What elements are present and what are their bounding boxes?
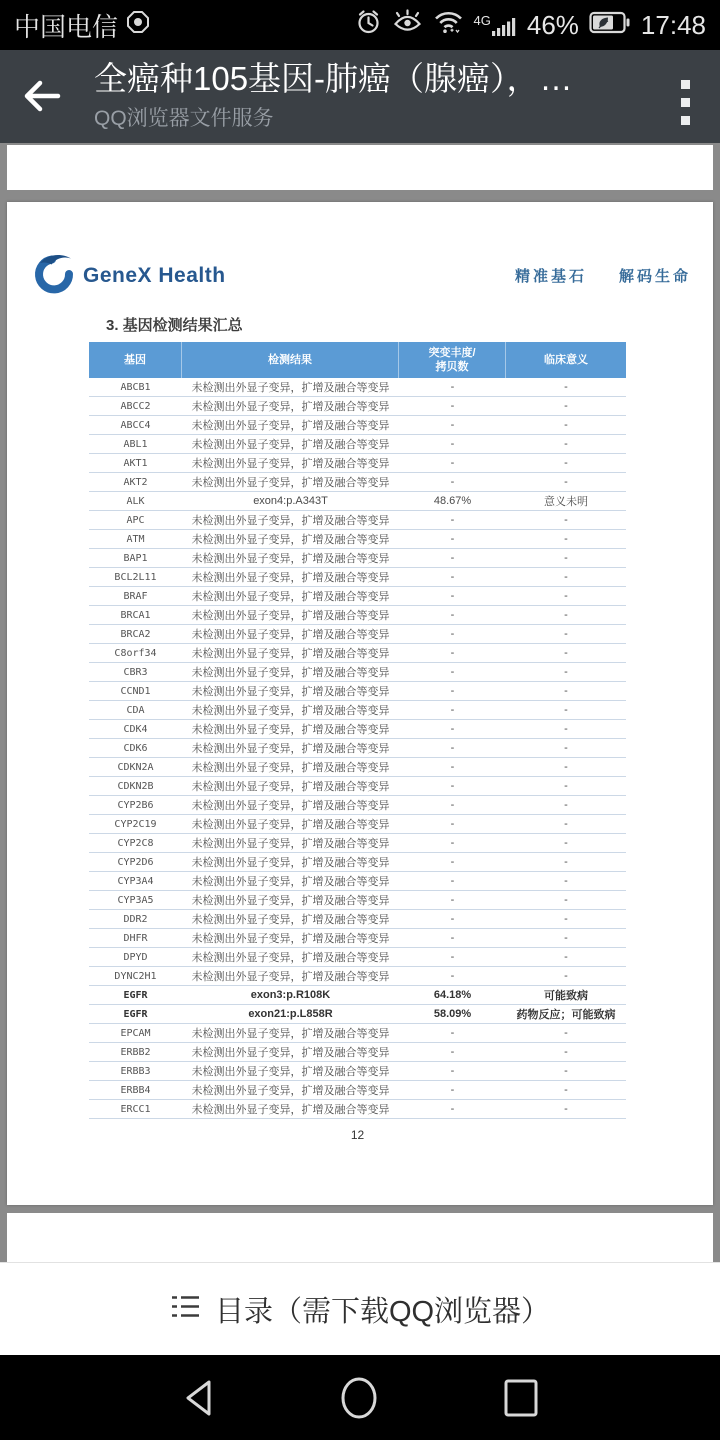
cell-gene: BRAF [123, 590, 148, 602]
cell-abundance: - [450, 647, 455, 659]
eye-comfort-icon [392, 8, 423, 42]
cell-significance: - [564, 1027, 568, 1039]
cell-gene: CYP3A4 [117, 875, 154, 887]
cell-gene: C8orf34 [114, 647, 157, 659]
cell-result: 未检测出外显子变异，扩增及融合等变异 [191, 439, 390, 451]
document-scroll-area[interactable] [0, 143, 720, 1262]
table-row [89, 1100, 626, 1119]
cell-gene: CYP2D6 [117, 856, 154, 868]
battery-percent: 46% [526, 9, 579, 40]
cell-gene: ABCB1 [120, 381, 151, 393]
cell-significance: - [564, 761, 568, 773]
table-row [89, 853, 626, 872]
table-row [89, 682, 626, 701]
cell-result: 未检测出外显子变异，扩增及融合等变异 [191, 1104, 390, 1116]
cell-result: 未检测出外显子变异，扩增及融合等变异 [191, 648, 390, 660]
cell-result: 未检测出外显子变异，扩增及融合等变异 [191, 724, 390, 736]
cell-result: 未检测出外显子变异，扩增及融合等变异 [191, 534, 390, 546]
cell-result: 未检测出外显子变异，扩增及融合等变异 [191, 458, 390, 470]
nav-recents-icon[interactable] [502, 1377, 540, 1419]
table-row [89, 720, 626, 739]
cell-significance: - [564, 552, 568, 564]
cell-result: 未检测出外显子变异，扩增及融合等变异 [191, 876, 390, 888]
cell-significance: - [564, 1084, 568, 1096]
cell-gene: ALK [126, 495, 145, 507]
wifi-icon [433, 8, 464, 42]
cell-significance: - [564, 704, 568, 716]
cell-abundance: - [450, 514, 455, 526]
cell-abundance: - [450, 970, 455, 982]
cell-significance: 意义未明 [544, 496, 588, 508]
cell-gene: ERBB4 [120, 1084, 151, 1096]
table-row [89, 549, 626, 568]
cell-abundance: - [450, 1046, 455, 1058]
cell-abundance: - [450, 894, 455, 906]
table-row [89, 1081, 626, 1100]
cell-abundance: - [450, 419, 455, 431]
overflow-menu-icon[interactable] [677, 76, 694, 129]
cell-abundance: - [450, 913, 455, 925]
cell-gene: CDK6 [123, 742, 148, 754]
cell-gene: APC [126, 514, 145, 526]
cell-significance: - [564, 894, 568, 906]
cell-significance: - [564, 590, 568, 602]
cell-gene: EGFR [123, 989, 148, 1001]
cell-result: exon4:p.A343T [253, 495, 328, 507]
cell-result: 未检测出外显子变异，扩增及融合等变异 [191, 477, 390, 489]
cell-abundance: 64.18% [433, 989, 472, 1001]
cell-result: 未检测出外显子变异，扩增及融合等变异 [191, 895, 390, 907]
cell-significance: - [564, 647, 568, 659]
table-row [89, 663, 626, 682]
cell-abundance: - [450, 438, 455, 450]
cell-abundance: 48.67% [433, 495, 472, 507]
cell-significance: - [564, 780, 568, 792]
battery-saver-icon [589, 10, 631, 41]
android-navigation-bar [0, 1355, 720, 1440]
alarm-icon [355, 8, 382, 42]
table-row [89, 929, 626, 948]
cell-significance: - [564, 799, 568, 811]
cell-significance: - [564, 837, 568, 849]
cell-gene: CDK4 [123, 723, 148, 735]
cell-significance: - [564, 913, 568, 925]
cell-gene: BRCA1 [120, 609, 151, 621]
header-abundance: 突变丰度/ 拷贝数 [399, 342, 506, 378]
cell-result: 未检测出外显子变异，扩增及融合等变异 [191, 591, 390, 603]
cell-significance: - [564, 514, 568, 526]
table-row [89, 530, 626, 549]
table-row [89, 834, 626, 853]
cell-gene: BAP1 [123, 552, 148, 564]
table-row [89, 606, 626, 625]
cell-abundance: - [450, 628, 455, 640]
cell-abundance: - [450, 837, 455, 849]
table-row [89, 777, 626, 796]
cell-result: 未检测出外显子变异，扩增及融合等变异 [191, 553, 390, 565]
cell-significance: - [564, 970, 568, 982]
cell-significance: - [564, 438, 568, 450]
table-row [89, 1005, 626, 1024]
cell-gene: CCND1 [120, 685, 151, 697]
cell-result: 未检测出外显子变异，扩增及融合等变异 [191, 382, 390, 394]
document-title: 全癌种105基因-肺癌（腺癌），… [94, 60, 573, 97]
table-row [89, 492, 626, 511]
cell-significance: - [564, 875, 568, 887]
cell-result: 未检测出外显子变异，扩增及融合等变异 [191, 838, 390, 850]
cell-gene: DHFR [123, 932, 148, 944]
cell-result: 未检测出外显子变异，扩增及融合等变异 [191, 572, 390, 584]
cell-abundance: - [450, 666, 455, 678]
cell-significance: - [564, 400, 568, 412]
table-row [89, 1062, 626, 1081]
cell-gene: EPCAM [120, 1027, 151, 1039]
cell-significance: - [564, 628, 568, 640]
table-row [89, 910, 626, 929]
cell-significance: - [564, 533, 568, 545]
cell-gene: AKT1 [123, 457, 148, 469]
carrier-label: 中国电信 [14, 11, 119, 42]
cell-result: 未检测出外显子变异，扩增及融合等变异 [191, 1047, 390, 1059]
page-number: 12 [350, 1128, 365, 1142]
table-row [89, 948, 626, 967]
brand-taglines [515, 265, 691, 286]
table-row [89, 473, 626, 492]
cell-gene: ERBB3 [120, 1065, 151, 1077]
cell-significance: - [564, 571, 568, 583]
cell-abundance: - [450, 1084, 455, 1096]
cell-result: 未检测出外显子变异，扩增及融合等变异 [191, 401, 390, 413]
cell-result: 未检测出外显子变异，扩增及融合等变异 [191, 952, 390, 964]
cell-abundance: - [450, 818, 455, 830]
cell-abundance: 58.09% [433, 1008, 472, 1020]
table-row [89, 758, 626, 777]
cell-significance: - [564, 419, 568, 431]
cell-gene: ABCC2 [120, 400, 151, 412]
cell-abundance: - [450, 533, 455, 545]
file-service-subtitle: QQ浏览器文件服务 [94, 107, 274, 130]
table-row [89, 568, 626, 587]
cell-abundance: - [450, 932, 455, 944]
status-bar [0, 0, 720, 50]
cell-abundance: - [450, 400, 455, 412]
cell-gene: ERCC1 [120, 1103, 151, 1115]
table-row [89, 644, 626, 663]
table-row [89, 872, 626, 891]
cell-significance: - [564, 723, 568, 735]
toc-toolbar[interactable] [0, 1262, 720, 1355]
cell-abundance: - [450, 780, 455, 792]
previous-page-bottom [7, 145, 713, 190]
cell-abundance: - [450, 761, 455, 773]
table-row [89, 701, 626, 720]
cell-result: 未检测出外显子变异，扩增及融合等变异 [191, 420, 390, 432]
cell-abundance: - [450, 799, 455, 811]
cell-result: 未检测出外显子变异，扩增及融合等变异 [191, 914, 390, 926]
table-row [89, 416, 626, 435]
gene-results-table [89, 342, 626, 1119]
cell-gene: CYP2C19 [114, 818, 157, 830]
cell-significance: - [564, 685, 568, 697]
cell-gene: CYP3A5 [117, 894, 154, 906]
table-header-row [89, 342, 626, 378]
cell-result: exon3:p.R108K [250, 989, 331, 1001]
table-row [89, 796, 626, 815]
cell-result: 未检测出外显子变异，扩增及融合等变异 [191, 610, 390, 622]
cell-result: 未检测出外显子变异，扩增及融合等变异 [191, 629, 390, 641]
cell-result: 未检测出外显子变异，扩增及融合等变异 [191, 743, 390, 755]
table-body [89, 378, 626, 1119]
cell-abundance: - [450, 951, 455, 963]
toc-label: 目录（需下载QQ浏览器） [214, 1295, 551, 1328]
cell-abundance: - [450, 742, 455, 754]
browser-header [0, 50, 720, 143]
cell-abundance: - [450, 704, 455, 716]
cell-result: 未检测出外显子变异，扩增及融合等变异 [191, 1085, 390, 1097]
cell-result: 未检测出外显子变异，扩增及融合等变异 [191, 857, 390, 869]
cell-gene: ABCC4 [120, 419, 151, 431]
section-title: 3. 基因检测结果汇总 [106, 317, 243, 334]
cell-significance: - [564, 951, 568, 963]
volte-hd-icon [126, 10, 150, 41]
cell-significance: - [564, 1103, 568, 1115]
cell-significance: - [564, 609, 568, 621]
cell-significance: - [564, 381, 568, 393]
cell-significance: - [564, 818, 568, 830]
cell-gene: ATM [126, 533, 145, 545]
cell-result: 未检测出外显子变异，扩增及融合等变异 [191, 933, 390, 945]
cell-significance: 药物反应；可能致病 [516, 1009, 616, 1021]
cell-gene: EGFR [123, 1008, 148, 1020]
cell-result: 未检测出外显子变异，扩增及融合等变异 [191, 781, 390, 793]
table-row [89, 378, 626, 397]
table-row [89, 891, 626, 910]
cell-result: 未检测出外显子变异，扩增及融合等变异 [191, 1066, 390, 1078]
signal-bars-icon: 4G [474, 13, 517, 37]
tagline-left: 精准基石 [514, 268, 587, 285]
cell-abundance: - [450, 590, 455, 602]
cell-result: 未检测出外显子变异，扩增及融合等变异 [191, 800, 390, 812]
cell-significance: - [564, 476, 568, 488]
cell-abundance: - [450, 381, 455, 393]
cell-gene: BCL2L11 [114, 571, 157, 583]
header-significance: 临床意义 [544, 354, 588, 366]
header-result: 检测结果 [182, 342, 399, 378]
toc-list-icon [170, 1293, 201, 1325]
next-page-top [7, 1213, 713, 1262]
table-row [89, 511, 626, 530]
cell-abundance: - [450, 476, 455, 488]
cell-significance: - [564, 742, 568, 754]
cell-abundance: - [450, 571, 455, 583]
cell-result: 未检测出外显子变异，扩增及融合等变异 [191, 819, 390, 831]
table-row [89, 1043, 626, 1062]
table-row [89, 625, 626, 644]
cell-result: 未检测出外显子变异，扩增及融合等变异 [191, 1028, 390, 1040]
cell-result: 未检测出外显子变异，扩增及融合等变异 [191, 667, 390, 679]
table-row [89, 435, 626, 454]
cell-significance: - [564, 1065, 568, 1077]
cell-gene: CDA [126, 704, 145, 716]
table-row [89, 587, 626, 606]
pdf-page [7, 202, 713, 1205]
clock-label: 17:48 [640, 9, 706, 40]
cell-abundance: - [450, 552, 455, 564]
cell-abundance: - [450, 609, 455, 621]
cell-abundance: - [450, 856, 455, 868]
brand-logo [31, 252, 226, 299]
table-row [89, 967, 626, 986]
cell-gene: CDKN2B [117, 780, 154, 792]
table-row [89, 815, 626, 834]
cell-result: exon21:p.L858R [248, 1008, 333, 1020]
cell-abundance: - [450, 1103, 455, 1115]
cell-abundance: - [450, 1027, 455, 1039]
cell-result: 未检测出外显子变异，扩增及融合等变异 [191, 762, 390, 774]
cell-gene: DDR2 [123, 913, 148, 925]
cell-significance: 可能致病 [544, 990, 588, 1002]
table-row [89, 739, 626, 758]
cell-gene: DYNC2H1 [114, 970, 157, 982]
tagline-right: 解码生命 [618, 268, 691, 285]
cell-abundance: - [450, 457, 455, 469]
cell-gene: BRCA2 [120, 628, 151, 640]
nav-home-icon[interactable] [338, 1375, 380, 1421]
table-row [89, 397, 626, 416]
cell-significance: - [564, 457, 568, 469]
cell-gene: CDKN2A [117, 761, 154, 773]
cell-result: 未检测出外显子变异，扩增及融合等变异 [191, 686, 390, 698]
cell-result: 未检测出外显子变异，扩增及融合等变异 [191, 705, 390, 717]
back-button[interactable] [20, 76, 64, 116]
cell-abundance: - [450, 685, 455, 697]
cell-result: 未检测出外显子变异，扩增及融合等变异 [191, 971, 390, 983]
cell-abundance: - [450, 875, 455, 887]
cell-gene: CYP2C8 [117, 837, 154, 849]
cell-gene: CYP2B6 [117, 799, 154, 811]
cell-gene: CBR3 [123, 666, 148, 678]
cell-result: 未检测出外显子变异，扩增及融合等变异 [191, 515, 390, 527]
cell-gene: DPYD [123, 951, 148, 963]
genex-swirl-icon [31, 252, 75, 299]
table-row [89, 1024, 626, 1043]
cell-significance: - [564, 666, 568, 678]
nav-back-icon[interactable] [180, 1377, 216, 1419]
cell-gene: ABL1 [123, 438, 148, 450]
table-row [89, 986, 626, 1005]
table-row [89, 454, 626, 473]
cell-significance: - [564, 856, 568, 868]
cell-gene: AKT2 [123, 476, 148, 488]
header-gene: 基因 [89, 342, 182, 378]
cell-abundance: - [450, 1065, 455, 1077]
cell-abundance: - [450, 723, 455, 735]
cell-gene: ERBB2 [120, 1046, 151, 1058]
brand-name: GeneX Health [83, 263, 226, 287]
cell-significance: - [564, 932, 568, 944]
cell-significance: - [564, 1046, 568, 1058]
